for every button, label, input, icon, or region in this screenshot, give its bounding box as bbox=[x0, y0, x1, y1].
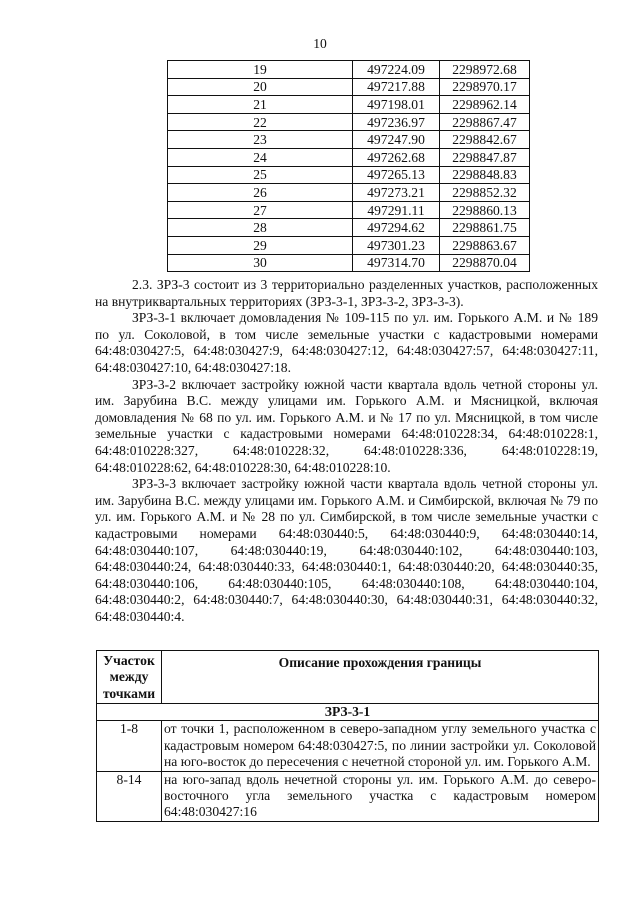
paragraph: ЗРЗ-3-1 включает домовладения № 109-115 по ул. им. Горького А.М. и № 189 по ул. Соколовой, в том числе земельные участки с кадастровыми номерами 64:48:030427:5, 64:48:030427:9, 64:48:030427:12, 64:48:030427:57, 64:48:030427:11, 64:48:030427:10, 64:48:030427:18. bbox=[95, 310, 598, 375]
coord-y: 2298861.75 bbox=[440, 219, 530, 237]
coord-y: 2298870.04 bbox=[440, 254, 530, 272]
section-title: ЗРЗ-3-1 bbox=[97, 704, 599, 721]
point-number: 20 bbox=[168, 78, 353, 96]
segment-points: 8-14 bbox=[97, 771, 162, 821]
coord-y: 2298972.68 bbox=[440, 61, 530, 79]
point-number: 19 bbox=[168, 61, 353, 79]
header-description: Описание прохождения границы bbox=[162, 651, 599, 704]
table-row bbox=[97, 771, 599, 821]
table-row bbox=[168, 113, 530, 131]
coord-y: 2298962.14 bbox=[440, 96, 530, 114]
table-row bbox=[168, 148, 530, 166]
coord-x: 497236.97 bbox=[353, 113, 440, 131]
table-row bbox=[168, 78, 530, 96]
coord-y: 2298848.83 bbox=[440, 166, 530, 184]
table-row bbox=[168, 254, 530, 272]
coordinates-table bbox=[167, 60, 530, 272]
table-row bbox=[168, 219, 530, 237]
table-row bbox=[168, 61, 530, 79]
coord-y: 2298852.32 bbox=[440, 184, 530, 202]
coord-x: 497273.21 bbox=[353, 184, 440, 202]
point-number: 25 bbox=[168, 166, 353, 184]
point-number: 30 bbox=[168, 254, 353, 272]
paragraph: ЗРЗ-3-2 включает застройку южной части квартала вдоль четной стороны ул. им. Зарубина В.С. между улицами им. Горького А.М. и Мясницкой, включая домовладения № 68 по ул. им. Горького А.М. и № 17 по ул. Мясницкой, в том числе земельные участки с кадастровыми номерами 64:48:010228:34, 64:48:010228:1, 64:48:010228:327, 64:48:010228:32, 64:48:010228:336, 64:48:010228:19, 64:48:010228:62, 64:48:010228:30, 64:48:010228:10. bbox=[95, 376, 598, 475]
point-number: 27 bbox=[168, 201, 353, 219]
coord-x: 497265.13 bbox=[353, 166, 440, 184]
page-number: 10 bbox=[313, 36, 327, 51]
coord-x: 497262.68 bbox=[353, 148, 440, 166]
coord-y: 2298842.67 bbox=[440, 131, 530, 149]
coord-y: 2298970.17 bbox=[440, 78, 530, 96]
table-row bbox=[168, 184, 530, 202]
table-row bbox=[168, 201, 530, 219]
table-row bbox=[168, 131, 530, 149]
coord-x: 497224.09 bbox=[353, 61, 440, 79]
point-number: 29 bbox=[168, 236, 353, 254]
table-row bbox=[168, 236, 530, 254]
point-number: 21 bbox=[168, 96, 353, 114]
coord-y: 2298860.13 bbox=[440, 201, 530, 219]
paragraph: 2.3. ЗРЗ-3 состоит из 3 территориально разделенных участков, расположенных на внутриквартальных территориях (ЗРЗ-3-1, ЗРЗ-3-2, ЗРЗ-3-3). bbox=[95, 277, 598, 309]
coord-x: 497314.70 bbox=[353, 254, 440, 272]
point-number: 26 bbox=[168, 184, 353, 202]
coord-x: 497217.88 bbox=[353, 78, 440, 96]
table-row bbox=[168, 96, 530, 114]
point-number: 28 bbox=[168, 219, 353, 237]
body-text bbox=[95, 277, 598, 625]
coord-x: 497301.23 bbox=[353, 236, 440, 254]
point-number: 23 bbox=[168, 131, 353, 149]
coord-y: 2298863.67 bbox=[440, 236, 530, 254]
point-number: 24 bbox=[168, 148, 353, 166]
coord-x: 497291.11 bbox=[353, 201, 440, 219]
coord-x: 497198.01 bbox=[353, 96, 440, 114]
segment-description: на юго-запад вдоль нечетной стороны ул. им. Горького А.М. до северо-восточного угла земельного участка с кадастровым номером 64:48:030427:16 bbox=[162, 771, 599, 821]
coord-y: 2298847.87 bbox=[440, 148, 530, 166]
coord-x: 497247.90 bbox=[353, 131, 440, 149]
segment-description: от точки 1, расположенном в северо-западном углу земельного участка с кадастровым номером 64:48:030427:5, по линии застройки ул. Соколовой на юго-восток до пересечения с нечетной стороной ул. им. Горького А.М. bbox=[162, 721, 599, 771]
point-number: 22 bbox=[168, 113, 353, 131]
coord-x: 497294.62 bbox=[353, 219, 440, 237]
table-row bbox=[168, 166, 530, 184]
segment-points: 1-8 bbox=[97, 721, 162, 771]
paragraph: ЗРЗ-3-3 включает застройку южной части квартала вдоль четной стороны ул. им. Зарубина В.С. между улицами им. Горького А.М. и Симбирской, включая № 79 по ул. им. Горького А.М. и № 28 по ул. Симбирской, в том числе земельные участки с кадастровыми номерами 64:48:030440:5, 64:48:030440:9, 64:48:030440:14, 64:48:030440:107, 64:48:030440:19, 64:48:030440:102, 64:48:030440:103, 64:48:030440:24, 64:48:030440:33, 64:48:030440:1, 64:48:030440:20, 64:48:030440:35, 64:48:030440:106, 64:48:030440:105, 64:48:030440:108, 64:48:030440:104, 64:48:030440:2, 64:48:030440:7, 64:48:030440:30, 64:48:030440:31, 64:48:030440:32, 64:48:030440:4. bbox=[95, 476, 598, 624]
boundary-table bbox=[96, 650, 599, 822]
header-segment: Участок между точками bbox=[97, 651, 162, 704]
table-row bbox=[97, 721, 599, 771]
coord-y: 2298867.47 bbox=[440, 113, 530, 131]
